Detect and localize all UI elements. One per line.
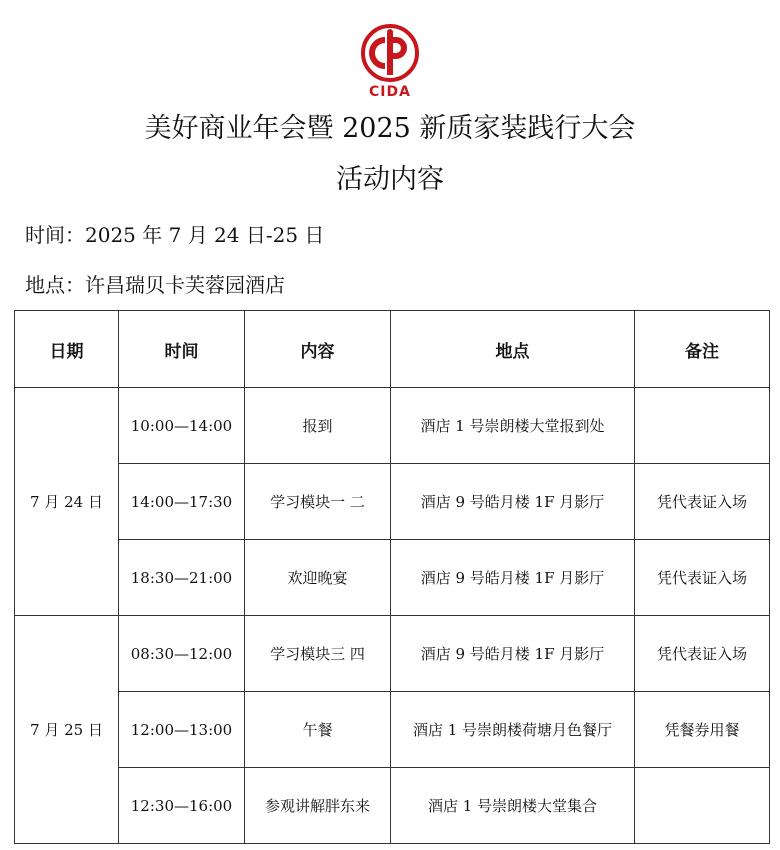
place-cell: 酒店 1 号崇朗楼大堂报到处 bbox=[391, 388, 635, 464]
place-cell: 酒店 1 号崇朗楼荷塘月色餐厅 bbox=[391, 692, 635, 768]
logo-text: CIDA bbox=[369, 84, 411, 100]
time-cell: 10:00—14:00 bbox=[119, 388, 245, 464]
date-cell: 7 月 24 日 bbox=[15, 388, 119, 616]
table-row bbox=[15, 692, 770, 768]
content-cell: 参观讲解胖东来 bbox=[245, 768, 391, 844]
note-cell: 凭代表证入场 bbox=[635, 616, 770, 692]
time-cell: 12:30—16:00 bbox=[119, 768, 245, 844]
note-cell: 凭代表证入场 bbox=[635, 540, 770, 616]
table-row bbox=[15, 768, 770, 844]
schedule-table bbox=[14, 310, 770, 844]
time-cell: 18:30—21:00 bbox=[119, 540, 245, 616]
header-note: 备注 bbox=[635, 311, 770, 388]
header-date: 日期 bbox=[15, 311, 119, 388]
content-cell: 报到 bbox=[245, 388, 391, 464]
place-cell: 酒店 9 号皓月楼 1F 月影厅 bbox=[391, 464, 635, 540]
content-cell: 欢迎晚宴 bbox=[245, 540, 391, 616]
time-cell: 12:00—13:00 bbox=[119, 692, 245, 768]
place-cell: 酒店 9 号皓月楼 1F 月影厅 bbox=[391, 540, 635, 616]
content-cell: 午餐 bbox=[245, 692, 391, 768]
table-row bbox=[15, 388, 770, 464]
time-cell: 14:00—17:30 bbox=[119, 464, 245, 540]
content-cell: 学习模块三 四 bbox=[245, 616, 391, 692]
cida-logo bbox=[358, 24, 422, 100]
header-content: 内容 bbox=[245, 311, 391, 388]
header-place: 地点 bbox=[391, 311, 635, 388]
note-cell: 凭餐券用餐 bbox=[635, 692, 770, 768]
page-subtitle: 活动内容 bbox=[336, 164, 444, 195]
table-row bbox=[15, 616, 770, 692]
header-time: 时间 bbox=[119, 311, 245, 388]
note-cell bbox=[635, 388, 770, 464]
content-cell: 学习模块一 二 bbox=[245, 464, 391, 540]
date-cell: 7 月 25 日 bbox=[15, 616, 119, 844]
time-cell: 08:30—12:00 bbox=[119, 616, 245, 692]
event-place: 地点：许昌瑞贝卡芙蓉园酒店 bbox=[25, 273, 285, 297]
cida-logo-icon bbox=[358, 24, 422, 84]
table-row bbox=[15, 540, 770, 616]
table-row bbox=[15, 464, 770, 540]
table-header-row bbox=[15, 311, 770, 388]
place-cell: 酒店 9 号皓月楼 1F 月影厅 bbox=[391, 616, 635, 692]
event-time: 时间：2025 年 7 月 24 日-25 日 bbox=[25, 223, 325, 247]
page-title: 美好商业年会暨 2025 新质家装践行大会 bbox=[144, 113, 636, 144]
note-cell: 凭代表证入场 bbox=[635, 464, 770, 540]
note-cell bbox=[635, 768, 770, 844]
place-cell: 酒店 1 号崇朗楼大堂集合 bbox=[391, 768, 635, 844]
